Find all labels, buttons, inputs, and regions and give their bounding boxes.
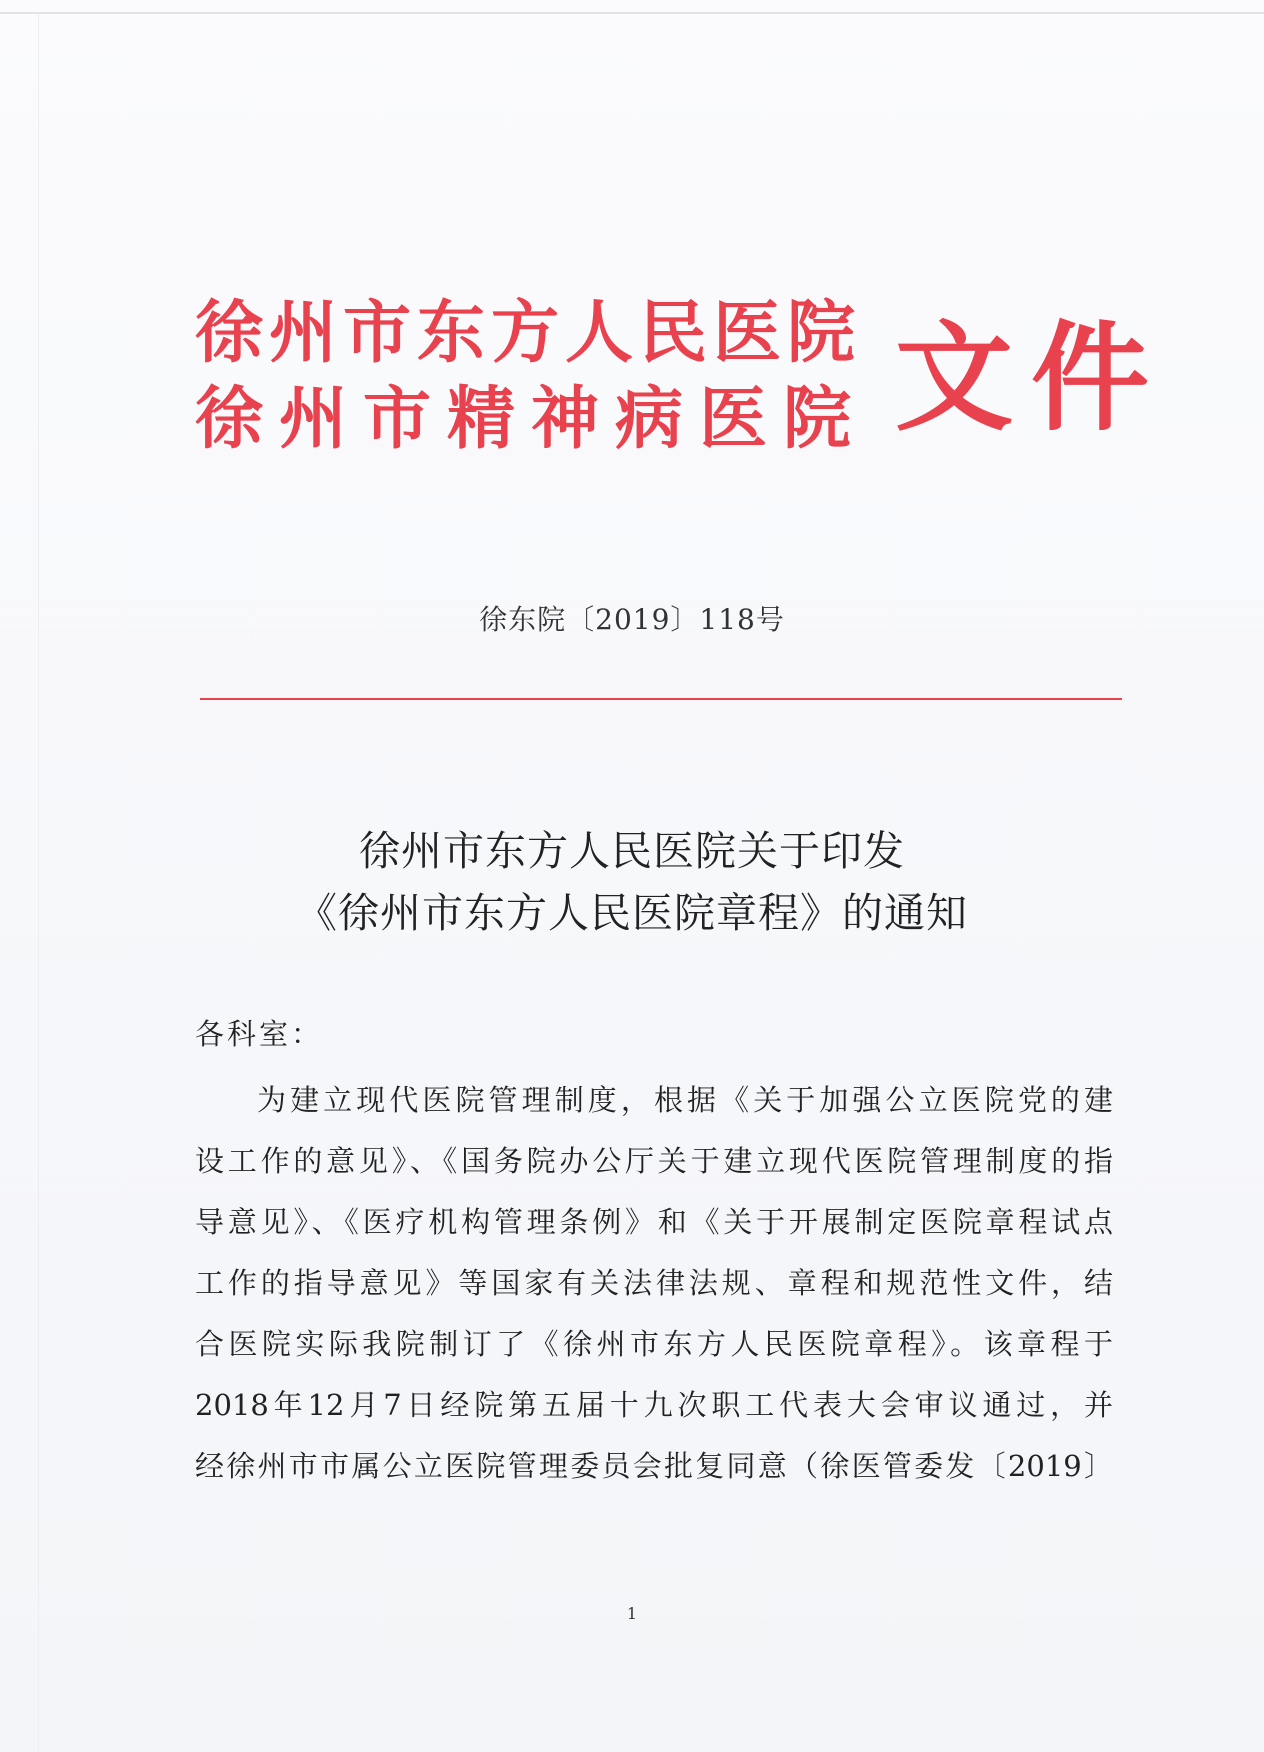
header-doc-type: 文件 bbox=[895, 308, 1168, 447]
document-number: 徐东院〔2019〕118号 bbox=[479, 603, 785, 636]
body-line: 合医院实际我院制订了《徐州市东方人民医院章程》。该章程于 bbox=[195, 1327, 1113, 1361]
red-divider-line bbox=[200, 698, 1122, 700]
scan-top-edge bbox=[0, 12, 1264, 14]
body-line: 导意见》、《医疗机构管理条例》和《关于开展制定医院章程试点 bbox=[195, 1205, 1113, 1239]
notice-title-line-1: 徐州市东方人民医院关于印发 bbox=[359, 827, 905, 875]
salutation: 各科室： bbox=[195, 1017, 324, 1051]
body-line: 为建立现代医院管理制度，根据《关于加强公立医院党的建 bbox=[257, 1083, 1113, 1117]
page-number: 1 bbox=[626, 1604, 638, 1623]
body-line: 工作的指导意见》等国家有关法律法规、章程和规范性文件，结 bbox=[195, 1266, 1113, 1300]
header-organizations bbox=[195, 290, 885, 462]
red-header bbox=[195, 290, 1168, 480]
body-paragraph bbox=[195, 1070, 1113, 1497]
notice-title-line-2: 《徐州市东方人民医院章程》的通知 bbox=[296, 889, 968, 937]
body-line: 2018年12月7日经院第五届十九次职工代表大会审议通过，并 bbox=[195, 1388, 1113, 1422]
header-org-2: 徐州市精神病医院 bbox=[195, 379, 868, 459]
body-line: 经徐州市市属公立医院管理委员会批复同意（徐医管委发〔2019〕 bbox=[195, 1449, 1113, 1483]
notice-title bbox=[0, 820, 1264, 944]
header-org-1: 徐州市东方人民医院 bbox=[195, 293, 862, 373]
body-line: 设工作的意见》、《国务院办公厅关于建立现代医院管理制度的指 bbox=[195, 1144, 1113, 1178]
